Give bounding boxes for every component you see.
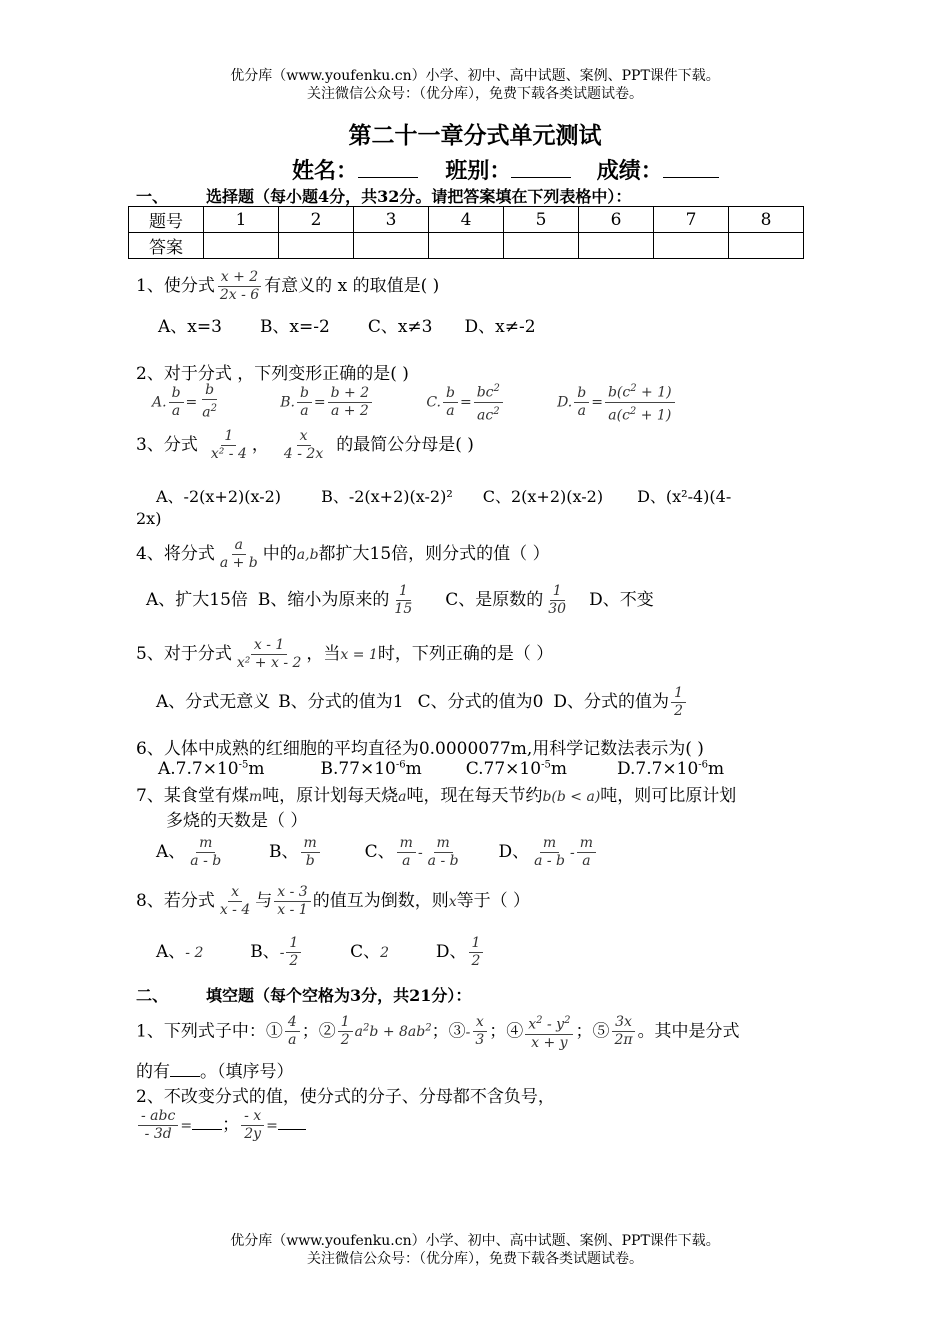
q4-option-d[interactable]: D、不变 [589,590,654,610]
q8-val-a: - 2 [185,945,204,961]
q6-option-c[interactable] [466,759,567,779]
q7-option-d[interactable]: D、 [498,842,530,862]
q5-suffix: ，当 [306,644,341,664]
q7-options: A、 $\frac{m}{a - b}$ B、 $\frac{m}{b}$ C、 $\frac{m}{a}$ - $\frac{m}{a - b}$ D、 $\frac{m}{a - b}$ - $\frac{m}{a}$ [156,835,598,870]
q3-option-d[interactable]: D、(x²-4)(4- [637,487,732,506]
q3-option-b[interactable]: B、-2(x+2)(x-2)² [321,487,453,506]
footer-line-2: 关注微信公众号：（优分库），免费下载各类试题试卷。 [307,1251,643,1267]
q4-options [146,583,654,618]
q8-options: A、- 2 B、- $\frac{1}{2}$ C、2 D、 $\frac{1}{2}$ [156,935,485,970]
fill-2-exprs: $\frac{\text{- abc}}{- 3d}$ = ； $\frac{- x}{2y}$ = [136,1108,306,1143]
q8-f1-num: x [228,884,242,902]
q7-var-m: m [248,789,263,805]
answer-cell[interactable] [279,233,354,259]
section-1-text: 选择题（每小题4分，共32分。请把答案填在下列表格中）： [206,187,632,206]
q8-suffix2: 等于（ ） [456,891,531,911]
fill-2: 2、不改变分式的值，使分式的分子、分母都不含负号， [136,1087,555,1107]
q5-option-b[interactable]: B、分式的值为1 [278,692,404,712]
q5-num: x - 1 [251,637,287,655]
q6-option-b[interactable] [320,759,421,779]
q2-option-b[interactable]: B. [280,394,295,411]
q6-b-text: B.77×10 [320,759,396,779]
section-2-number: 二、 [136,986,169,1005]
q3-mid: ， [251,435,269,455]
f1-part-a: 1、下列式子中：① [136,1021,283,1042]
q7-part-a: 7、某食堂有煤 [136,786,249,806]
q6-option-a[interactable] [158,759,264,779]
q6-a-text: A.7.7×10 [158,759,239,779]
q1-options [158,312,536,337]
question-2: 2、对于分式 ，下列变形正确的是( ) [136,364,409,384]
q3-suffix: 的最简公分母是( ) [336,435,474,455]
q7-var-a: a [398,789,407,805]
section-1-heading [136,184,631,207]
q3-f2-num: x [297,428,311,446]
q1-option-b[interactable]: B、x=-2 [259,317,330,337]
q6-d-exp: -6 [698,759,709,771]
q3-prefix: 3、分式 [136,435,198,455]
table-cell: 4 [429,207,504,233]
table-cell: 5 [504,207,579,233]
q5-option-c[interactable]: C、分式的值为0 [417,692,544,712]
fill-1: 1、下列式子中：① $\frac{4}{a}$ ；② $\frac{1}{2}$ $a^2b + 8ab^2$；③- $\frac{x}{3}$ ；④ $\frac{x^2 - y^2}{x + y}$ ；⑤ $\frac{3x}{2\pi}$ 。其中是分式 [136,1012,740,1052]
q2-options: A. $\frac{b}{a}$ = $\frac{b}{a^2}$ B. $\frac{b}{a}$ = $\frac{b + 2}{a + 2}$ C. $\frac{b}{a}$ = $\frac{bc^2}{ac^2}$ D. $\frac{b}{a}$ = $\frac{b(c^2 + 1)}{a(c^2 + 1)}$ [152,380,677,424]
q8-var: x [448,894,457,910]
q8-f2-num: x - 3 [274,884,310,902]
table-row [129,207,804,233]
f1-part-c: ；③ [431,1021,466,1042]
question-1 [136,269,439,304]
q6-c-exp: -5 [541,759,551,771]
table-label-number: 题号 [129,207,204,233]
f1-part-b: ；② [301,1021,336,1042]
q1-prefix: 1、使分式 [136,276,215,296]
answer-cell[interactable] [654,233,729,259]
q4-option-b[interactable]: B、缩小为原来的 [257,590,390,610]
q4-suffix: 中的 [262,544,297,564]
q1-suffix: 有意义的 x 的取值是( ) [264,276,440,296]
q2-option-d[interactable]: D. [557,394,573,411]
f1-part-d: ；④ [489,1021,524,1042]
question-3 [136,428,474,463]
q4-den: a + b [219,555,258,571]
q8-val-c: 2 [380,945,390,961]
q4-fc-num: 1 [550,583,565,601]
score-blank[interactable] [663,177,719,178]
q7-var-b: b(b < a) [542,789,601,805]
page-title: 第二十一章分式单元测试 [348,122,602,149]
q6-d-text: D.7.7×10 [616,759,699,779]
fill-1-line-2 [136,1057,294,1082]
q7-part-b: 吨，原计划每天烧 [262,786,399,806]
f1-line2-a: 的有 [136,1062,170,1082]
q2-option-c[interactable]: C. [426,394,441,411]
q8-mid: 与 [255,891,273,911]
q5-option-d[interactable]: D、分式的值为 [553,692,670,712]
f2-blank-2[interactable] [278,1129,306,1130]
table-row [129,233,804,259]
q1-option-a[interactable]: A、x=3 [158,317,222,337]
section-1-number: 一、 [136,187,169,206]
answer-cell[interactable] [354,233,429,259]
q5-prefix: 5、对于分式 [136,644,232,664]
q3-options [156,484,731,507]
q6-b-unit: m [405,759,422,779]
q8-f2-den: x - 1 [277,902,308,918]
q1-option-c[interactable]: C、x≠3 [367,317,433,337]
table-cell: 6 [579,207,654,233]
q7-part-d: 吨，则可比原计划 [600,786,737,806]
f1-part-f: 。其中是分式 [637,1021,740,1042]
q8-option-d[interactable]: D、 [435,942,467,962]
q3-f1-den: x² - 4 [210,446,247,462]
q4-fc-den: 30 [548,601,567,617]
q4-prefix: 4、将分式 [136,544,215,564]
f1-answer-blank[interactable] [170,1076,200,1077]
q3-f1-num: 1 [221,428,236,446]
q6-a-exp: -5 [238,759,249,771]
table-cell: 8 [729,207,804,233]
answer-table [128,206,804,259]
q8-option-a[interactable]: A、 [156,942,186,962]
answer-cell[interactable] [204,233,279,259]
q1-fraction [217,269,262,304]
q5-option-a[interactable]: A、分式无意义 [156,692,271,712]
table-cell: 2 [279,207,354,233]
table-cell: 1 [204,207,279,233]
q4-fb-num: 1 [396,583,411,601]
q6-a-unit: m [248,759,265,779]
table-cell: 3 [354,207,429,233]
section-2-text: 填空题（每个空格为3分，共21分）： [206,986,472,1005]
q4-fb-den: 15 [394,601,413,617]
q7-option-c[interactable]: C、 [364,842,395,862]
q4-num: a [232,537,246,555]
q1-den: 2x - 6 [219,287,260,303]
answer-cell[interactable] [729,233,804,259]
q1-option-d[interactable]: D、x≠-2 [464,317,536,337]
score-label: 成绩： [596,158,663,184]
q6-b-exp: -6 [395,759,406,771]
f2-blank-1[interactable] [192,1129,222,1130]
q6-d-unit: m [708,759,725,779]
q5-options [156,685,688,720]
class-label: 班别： [445,158,512,184]
question-8 [136,884,530,919]
question-7 [136,781,736,806]
f2-separator: ； [222,1115,240,1135]
class-blank[interactable] [511,177,571,178]
student-info [292,154,719,185]
q4-suffix2: 都扩大15倍，则分式的值（ ） [318,544,550,564]
table-label-answer: 答案 [129,233,204,259]
answer-cell[interactable] [579,233,654,259]
q6-c-text: C.77×10 [465,759,542,779]
f1-part-e: ；⑤ [575,1021,610,1042]
table-cell: 7 [654,207,729,233]
q8-prefix: 8、若分式 [136,891,215,911]
f1-line2-b: 。（填序号） [200,1062,294,1082]
q5-den: x² + x - 2 [236,655,302,671]
q3-option-c[interactable]: C、2(x+2)(x-2) [482,487,604,506]
q4-vars: a,b [296,547,319,563]
section-2-heading [136,983,471,1006]
question-4 [136,537,550,572]
q4-option-a[interactable]: A、扩大15倍 [146,590,248,610]
header-line-2: 关注微信公众号：（优分库），免费下载各类试题试卷。 [307,86,643,102]
q4-option-c[interactable]: C、是原数的 [445,590,544,610]
q3-option-a[interactable]: A、-2(x+2)(x-2) [156,487,282,506]
q7-option-b[interactable]: B、 [269,842,299,862]
header-line-1: 优分库（www.youfenku.cn）小学、初中、高中试题、案例、PPT课件下载。 [230,68,720,84]
q5-fd-num: 1 [671,685,686,703]
q6-c-unit: m [550,759,567,779]
q8-f1-den: x - 4 [219,902,251,918]
footer-line-1: 优分库（www.youfenku.cn）小学、初中、高中试题、案例、PPT课件下载。 [230,1233,720,1249]
q7-part-c: 吨，现在每天节约 [406,786,543,806]
q8-option-b[interactable]: B、 [250,942,280,962]
q5-suffix2: 时，下列正确的是（ ） [377,644,554,664]
q6-options [158,759,724,779]
name-blank[interactable] [358,177,418,178]
q3-option-d-cont: 2x) [136,509,162,528]
name-label: 姓名： [292,158,359,184]
q8-option-c[interactable]: C、 [350,942,381,962]
q1-num: x + 2 [218,269,261,287]
question-5 [136,637,553,672]
q5-fd-den: 2 [674,703,683,719]
answer-cell[interactable] [504,233,579,259]
q6-option-d[interactable] [617,759,724,779]
q7-option-a[interactable]: A、 [156,842,186,862]
question-6: 6、人体中成熟的红细胞的平均直径为0.0000077m,用科学记数法表示为( ) [136,739,704,759]
q8-suffix: 的值互为倒数，则 [312,891,449,911]
q2-option-a[interactable]: A. [152,394,167,411]
answer-cell[interactable] [429,233,504,259]
q5-cond: x = 1 [340,647,378,663]
q7-line-2: 多烧的天数是（ ） [166,811,308,831]
q3-f2-den: 4 - 2x [283,446,324,462]
